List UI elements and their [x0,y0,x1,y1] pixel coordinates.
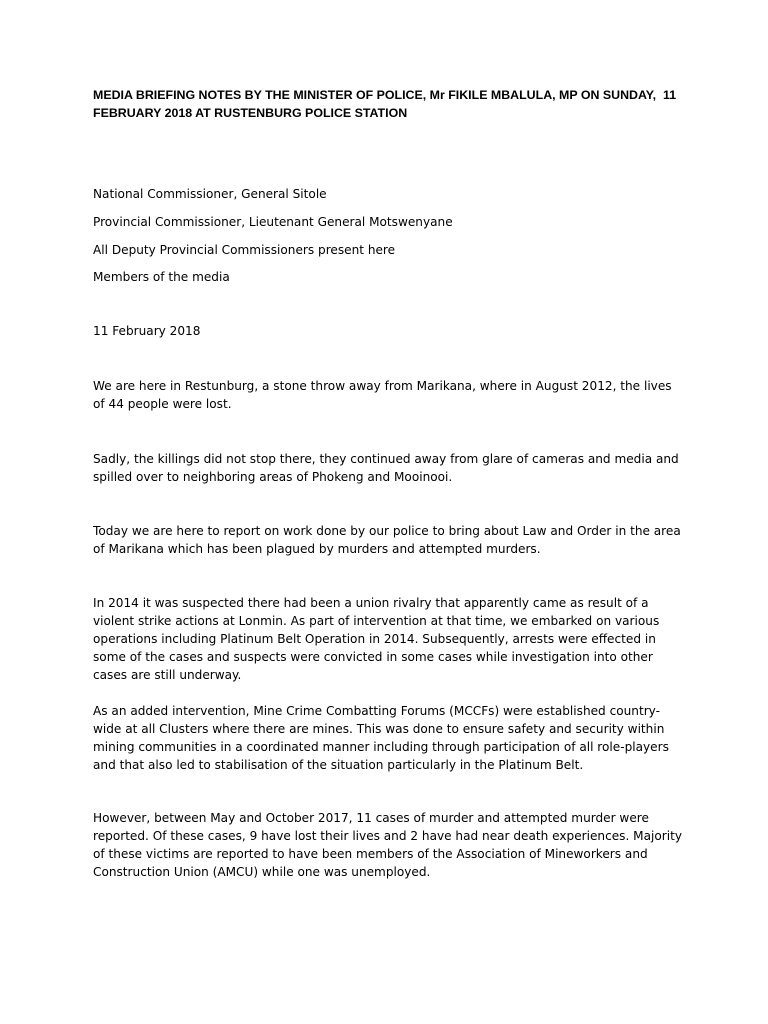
document-date: 11 February 2018 [93,324,201,338]
document-title: MEDIA BRIEFING NOTES BY THE MINISTER OF POLICE, Mr FIKILE MBALULA, MP ON SUNDAY, 11 FEBRUARY 2018 AT RUSTENBURG POLICE STATION [93,88,680,120]
paragraph-union-rivalry: In 2014 it was suspected there had been a union rivalry that apparently came as result of a violent strike actions at Lonmin. As part of intervention at that time, we embarked on various operations including Platinum Belt Operation in 2014. Subsequently, arrests were effected in some of the cases and suspects were convicted in some cases while investigation into other cases are still underway. [93,596,660,682]
addressee-deputy-commissioners: All Deputy Provincial Commissioners present here [93,243,396,257]
paragraph-killings: Sadly, the killings did not stop there, they continued away from glare of cameras and media and spilled over to neighboring areas of Phokeng and Mooinooi. [93,452,679,484]
addressee-provincial-commissioner: Provincial Commissioner, Lieutenant General Motswenyane [93,215,453,229]
paragraph-cases-2017: However, between May and October 2017, 11 cases of murder and attempted murder were reported. Of these cases, 9 have lost their lives and 2 have had near death experiences. Majority of these victims are reported to have been members of the Association of Mineworkers and Construction Union (AMCU) while one was unemployed. [93,811,682,879]
addressee-media: Members of the media [93,270,230,284]
paragraph-report: Today we are here to report on work done by our police to bring about Law and Order in the area of Marikana which has been plagued by murders and attempted murders. [93,524,681,556]
addressee-national-commissioner: National Commissioner, General Sitole [93,187,327,201]
paragraph-intro: We are here in Restunburg, a stone throw away from Marikana, where in August 2012, the lives of 44 people were lost. [93,379,672,411]
paragraph-mccf: As an added intervention, Mine Crime Combatting Forums (MCCFs) were established country-wide at all Clusters where there are mines. This was done to ensure safety and security within mining communities in a coordinated manner including through participation of all role-players and that also led to stabilisation of the situation particularly in the Platinum Belt. [93,704,669,772]
